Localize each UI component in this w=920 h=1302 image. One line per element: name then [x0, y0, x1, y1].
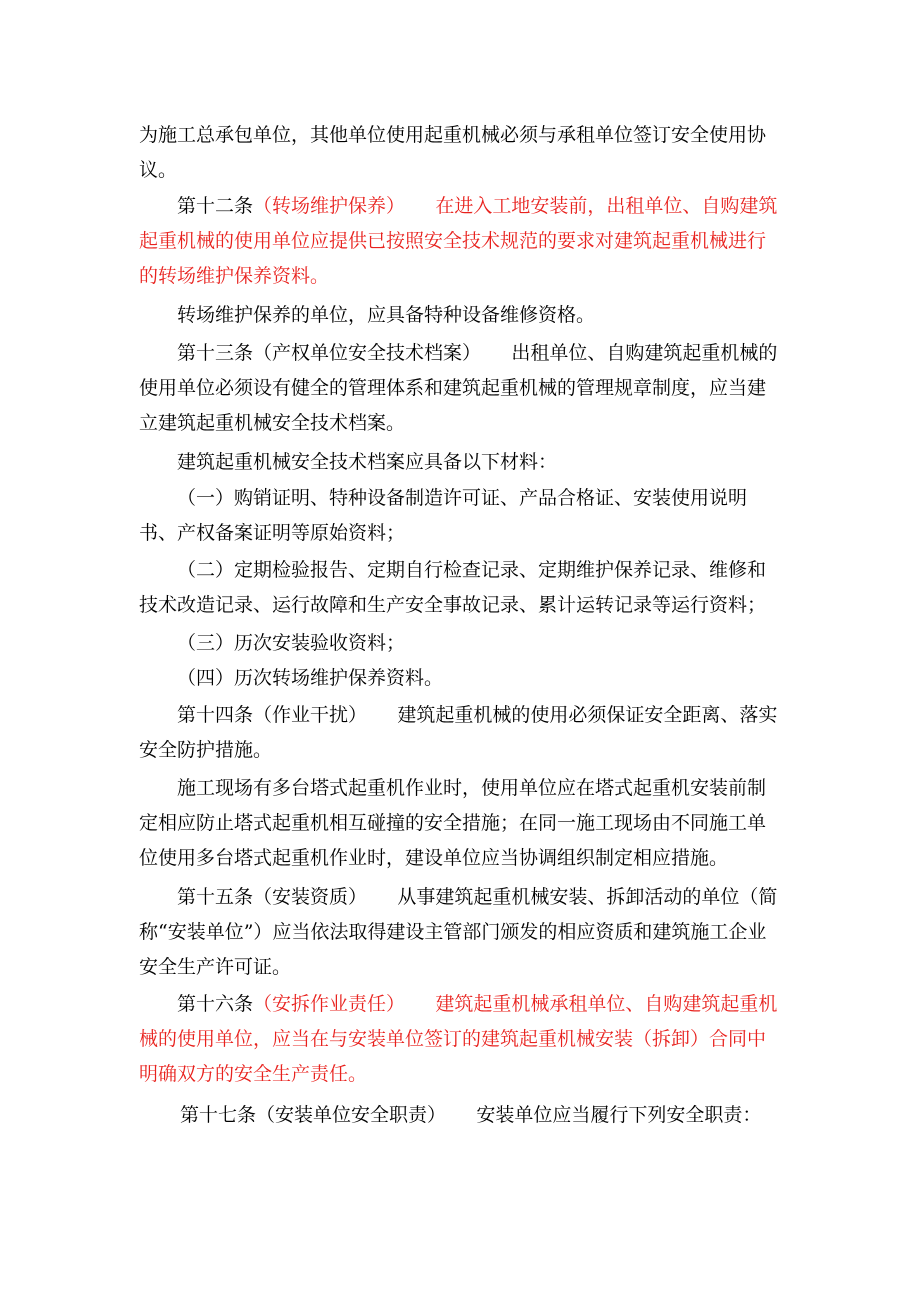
article-heading: （安拆作业责任）: [253, 993, 406, 1015]
article-heading: （产权单位安全技术档案）: [253, 342, 482, 364]
article-number: 第十五条: [177, 886, 254, 908]
article-12: [139, 189, 781, 294]
paragraph-body: 为施工总承包单位，其他单位使用起重机械必须与承租单位签订安全使用协议。: [139, 124, 767, 181]
paragraph-continuation: [139, 118, 781, 188]
paragraph: [139, 771, 781, 876]
list-item-2: [139, 553, 781, 623]
list-item-text: （一）购销证明、特种设备制造许可证、产品合格证、安装使用说明书、产权备案证明等原始资料；: [139, 487, 748, 544]
article-number: 第十四条: [177, 704, 254, 726]
article-15: [139, 880, 781, 985]
article-number: 第十七条: [180, 1104, 257, 1126]
paragraph: [139, 445, 781, 480]
list-item-text: （四）历次转场维护保养资料。: [177, 667, 444, 689]
article-number: 第十三条: [177, 342, 254, 364]
list-item-text: （二）定期检验报告、定期自行检查记录、定期维护保养记录、维修和技术改造记录、运行故障和生产安全事故记录、累计运转记录等运行资料；: [139, 559, 767, 616]
list-item-3: [139, 626, 781, 661]
list-item-4: [139, 661, 781, 696]
article-14: [139, 698, 781, 768]
list-item-1: [139, 481, 781, 551]
article-body: 在进入工地安装前，出租单位、自购建筑起重机械的使用单位应提供已按照安全技术规范的要求对建筑起重机械进行的转场维护保养资料。: [139, 195, 778, 287]
article-17: [139, 1098, 781, 1133]
article-heading: （安装资质）: [253, 886, 368, 908]
paragraph-body: 建筑起重机械安全技术档案应具备以下材料：: [177, 451, 558, 473]
article-body: 建筑起重机械的使用必须保证安全距离、落实安全防护措施。: [139, 704, 778, 761]
paragraph-body: 转场维护保养的单位，应具备特种设备维修资格。: [177, 304, 596, 326]
article-heading: （转场维护保养）: [253, 195, 406, 217]
article-number: 第十二条: [177, 195, 254, 217]
article-heading: （安装单位安全职责）: [256, 1104, 447, 1126]
article-body: 从事建筑起重机械安装、拆卸活动的单位（简称“安装单位”）应当依法取得建设主管部门颁发的相应资质和建筑施工企业安全生产许可证。: [139, 886, 778, 978]
list-item-text: （三）历次安装验收资料；: [177, 632, 406, 654]
article-16: [139, 987, 781, 1092]
article-heading: （作业干扰）: [253, 704, 368, 726]
article-body: 安装单位应当履行下列安全职责：: [476, 1104, 762, 1126]
paragraph-body: 施工现场有多台塔式起重机作业时，使用单位应在塔式起重机安装前制定相应防止塔式起重机相互碰撞的安全措施；在同一施工现场由不同施工单位使用多台塔式起重机作业时，建设单位应当协调组织制定相应措施。: [139, 777, 767, 869]
article-body: 出租单位、自购建筑起重机械的使用单位必须设有健全的管理体系和建筑起重机械的管理规章制度，应当建立建筑起重机械安全技术档案。: [139, 342, 778, 434]
article-number: 第十六条: [177, 993, 254, 1015]
paragraph: [139, 298, 781, 333]
article-body: 建筑起重机械承租单位、自购建筑起重机械的使用单位，应当在与安装单位签订的建筑起重机械安装（拆卸）合同中明确双方的安全生产责任。: [139, 993, 778, 1085]
article-13: [139, 336, 781, 441]
